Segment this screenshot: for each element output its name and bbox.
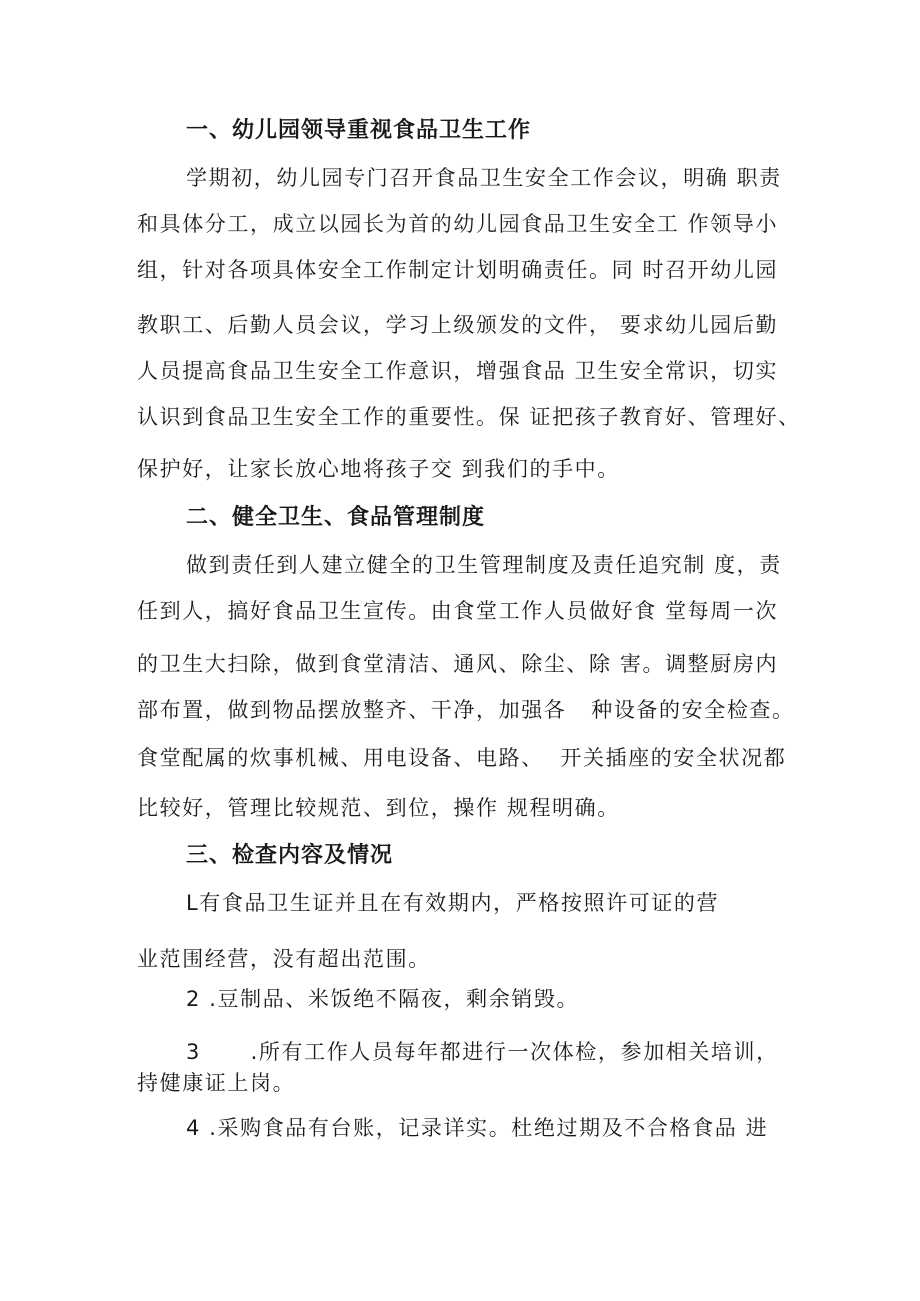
paragraph-line: 人员提高食品卫生安全工作意识，增强食品 卫生安全常识，切实 [137, 359, 779, 383]
paragraph-line: 认识到食品卫生安全工作的重要性。保 证把孩子教育好、管理好、 [137, 405, 801, 429]
paragraph-line: 的卫生大扫除，做到食堂清洁、通风、除尘、除 害。调整厨房内 [137, 652, 779, 676]
paragraph-line: 部布置，做到物品摆放整齐、干净，加强各 种设备的安全检查。 [137, 698, 795, 722]
paragraph-line: 食堂配属的炊事机械、用电设备、电路、 开关插座的安全状况都 [137, 746, 787, 770]
paragraph-line: 教职工、后勤人员会议，学习上级颁发的文件， 要求幼儿园后勤 [137, 313, 779, 337]
paragraph-line: 持健康证上岗。 [137, 1071, 296, 1095]
paragraph-line: 组，针对各项具体安全工作制定计划明确责任。同 时召开幼儿园 [137, 258, 779, 282]
paragraph-line: 保护好，让家长放心地将孩子交 到我们的手中。 [137, 457, 620, 481]
paragraph-line: 业范围经营，没有超出范围。 [137, 947, 431, 971]
section-heading-3: 三、检查内容及情况 [186, 843, 394, 868]
section-heading-1: 一、幼儿园领导重视食品卫生工作 [186, 118, 532, 143]
paragraph-line: L有食品卫生证并且在有效期内，严格按照许可证的营 [186, 891, 720, 915]
paragraph-line: 任到人，搞好食品卫生宣传。由食堂工作人员做好食 堂每周一次 [137, 599, 779, 623]
paragraph-line: 做到责任到人建立健全的卫生管理制度及责任追究制 度，责 [186, 553, 782, 577]
paragraph-line: 学期初，幼儿园专门召开食品卫生安全工作会议，明确 职责 [186, 166, 782, 190]
section-heading-2: 二、健全卫生、食品管理制度 [186, 505, 486, 530]
paragraph-line: 4 .采购食品有台账，记录详实。杜绝过期及不合格食品 进 [186, 1116, 769, 1140]
paragraph-line: 2 .豆制品、米饭绝不隔夜，剩余销毁。 [186, 987, 580, 1011]
paragraph-line: 和具体分工，成立以园长为首的幼儿园食品卫生安全工 作领导小 [137, 212, 779, 236]
paragraph-line: 3 .所有工作人员每年都进行一次体检，参加相关培训， [186, 1040, 779, 1064]
paragraph-line: 比较好，管理比较规范、到位，操作 规程明确。 [137, 796, 620, 820]
